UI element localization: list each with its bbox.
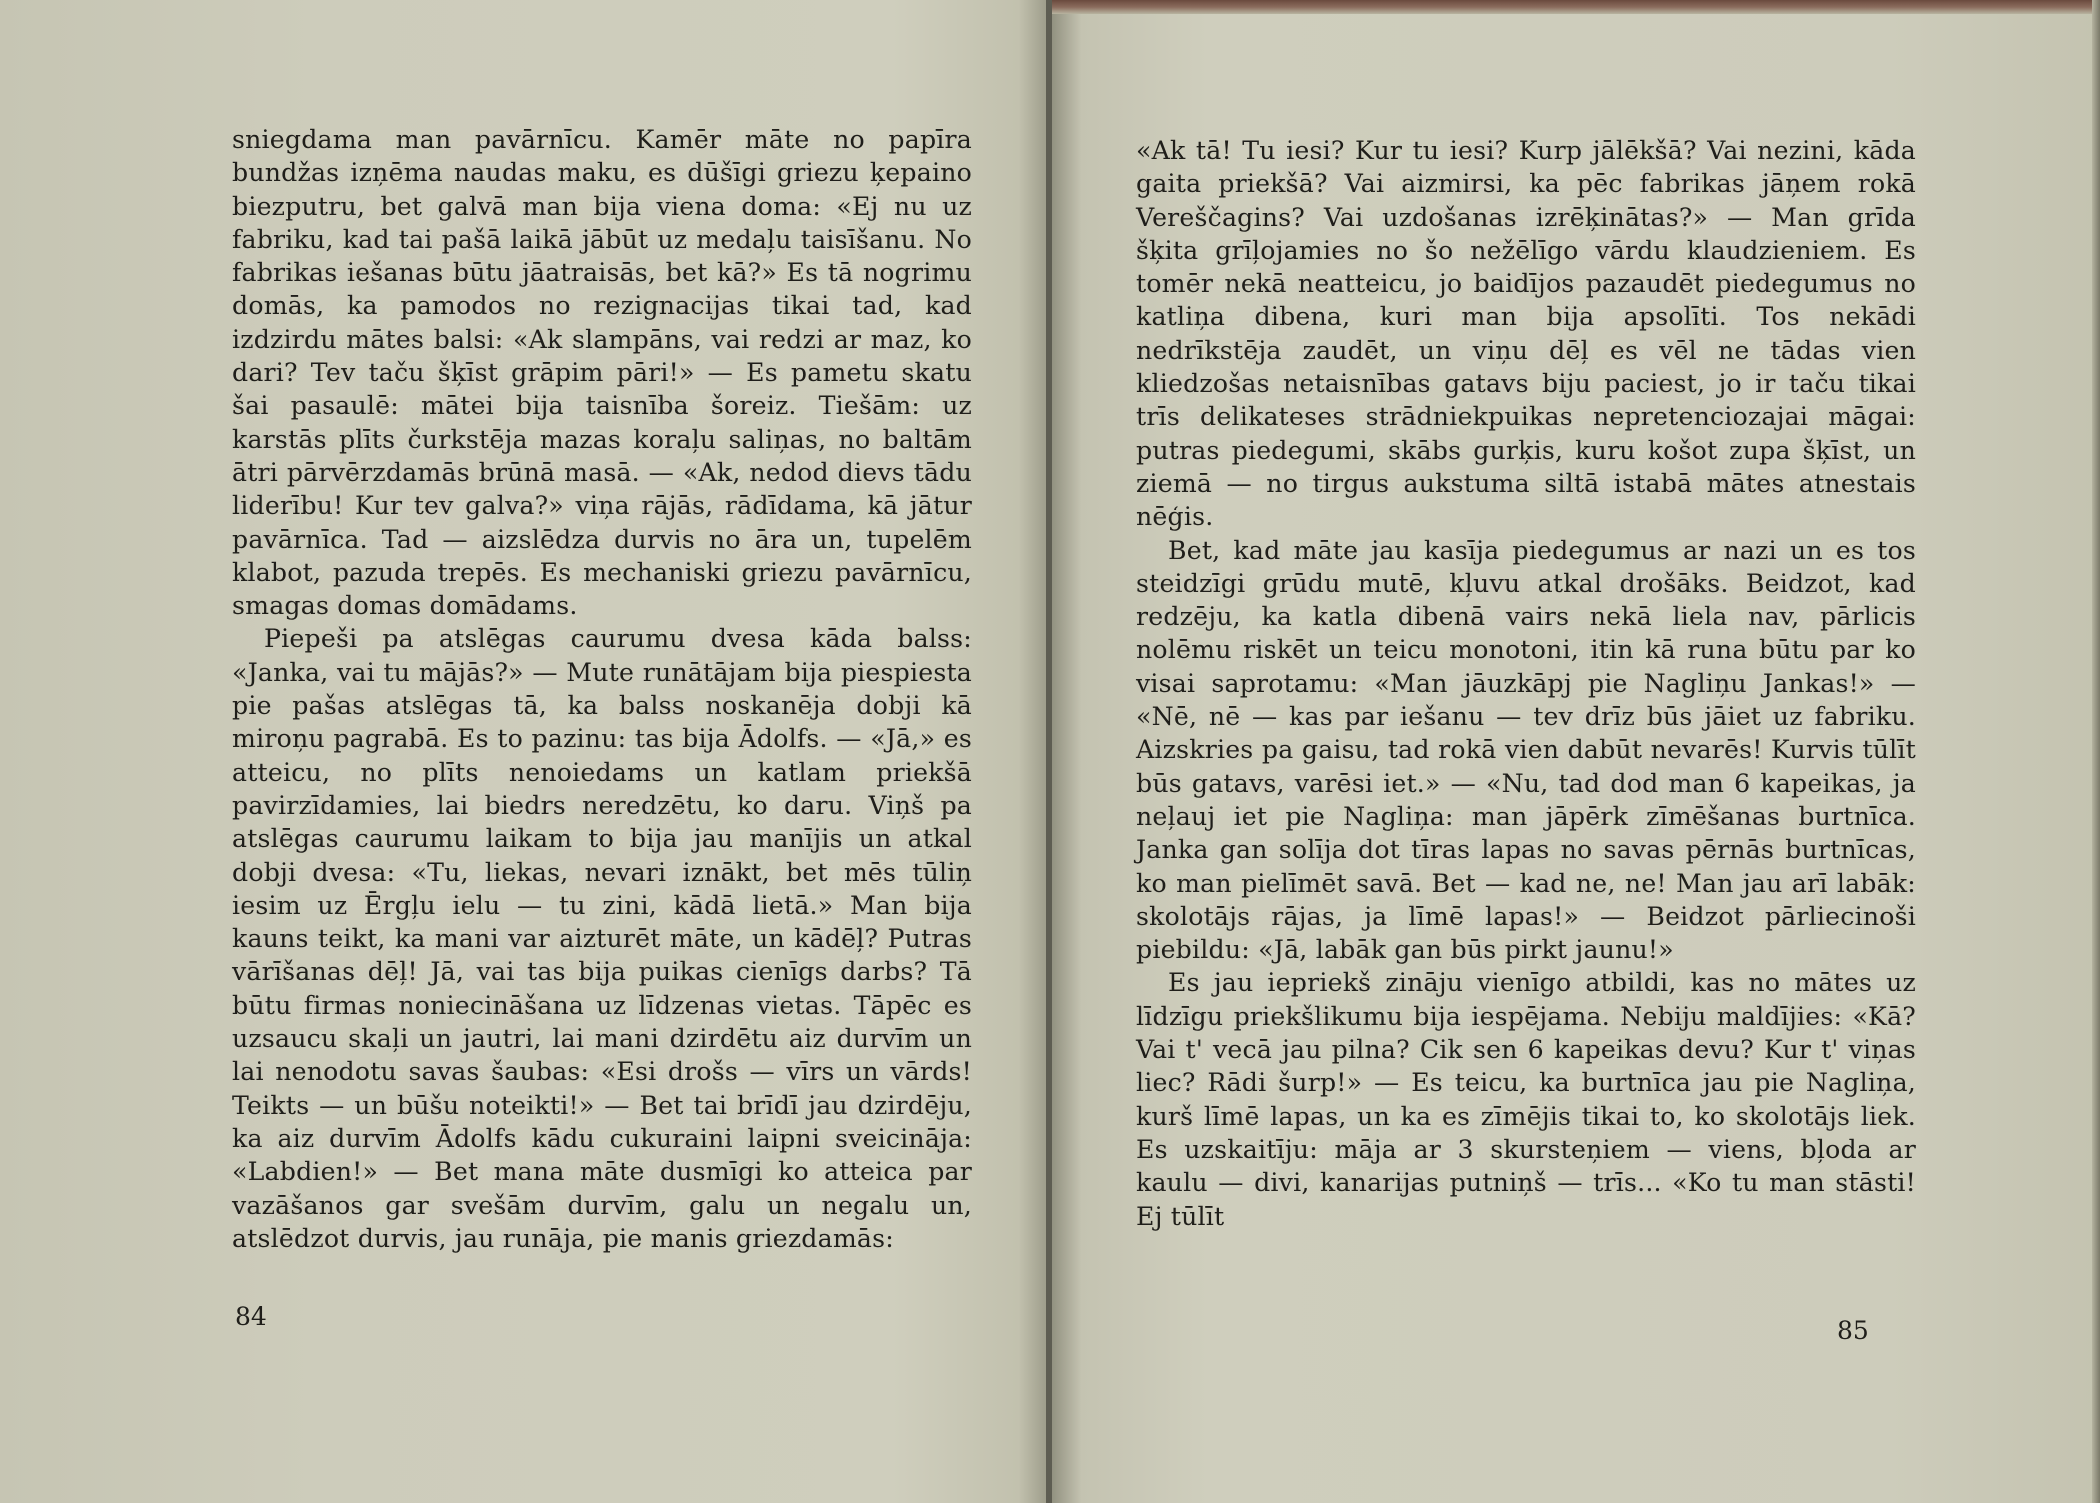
paragraph: «Ak tā! Tu iesi? Kur tu iesi? Kurp jālēkšā? Vai nezini, kāda gaita priekšā? Vai aizmirsi, ka pēc fabrikas jāņem rokā Vereščagins? Vai uzdošanas izrēķinātas?» — Man grīda šķita grīļojamies no šo nežēlīgo vārdu klaudzieniem. Es tomēr nekā neatteicu, jo baidījos pazaudēt piedegumus no katliņa dibena, kuri man bija apsolīti. Tos nekādi nedrīkstēja zaudēt, un viņu dēļ es vēl ne tādas vien kliedzošas netaisnības gatavs biju paciest, jo ir taču tikai trīs delikateses strādniekpuikas nepretenciozajai māgai: putras piedegumi, skābs gurķis, kuru košot zupa šķīst, un ziemā — no tirgus aukstuma siltā istabā mātes atnestais nēģis. — [1136, 136, 1916, 532]
page-number-right: 85 — [1837, 1316, 1869, 1345]
paragraph: Bet, kad māte jau kasīja piedegumus ar nazi un es tos steidzīgi grūdu mutē, kļuvu atkal drošāks. Beidzot, kad redzēju, ka katla dibenā vairs nekā liela nav, pārlicis nolēmu riskēt un teicu monotoni, itin kā runa būtu par ko visai saprotamu: «Man jāuzkāpj pie Nagliņu Jankas!» — «Nē, nē — kas par iešanu — tev drīz būs jāiet uz fabriku. Aizskries pa gaisu, tad rokā vien dabūt nevarēs! Kurvis tūlīt būs gatavs, varēsi iet.» — «Nu, tad dod man 6 kapeikas, ja neļauj iet pie Nagliņa: man jāpērk zīmēšanas burtnīca. Janka gan solīja dot tīras lapas no savas pērnās burtnīcas, ko man pielīmēt savā. Bet — kad ne, ne! Man jau arī labāk: skolotājs rājas, ja līmē lapas!» — Beidzot pārliecinoši piebildu: «Jā, labāk gan būs pirkt jaunu!» — [1136, 535, 1916, 965]
paragraph: sniegdama man pavārnīcu. Kamēr māte no papīra bundžas izņēma naudas maku, es dūšīgi griezu ķepaino biezputru, bet galvā man bija viena doma: «Ej nu uz fabriku, kad tai pašā laikā jābūt uz medaļu taisīšanu. No fabrikas iešanas būtu jāatraisās, bet kā?» Es tā nogrimu domās, ka pamodos no rezignacijas tikai tad, kad izdzirdu mātes balsi: «Ak slampāns, vai redzi ar maz, ko dari? Tev taču šķīst grāpim pāri!» — Es pametu skatu šai pasaulē: mātei bija taisnība šoreiz. Tiešām: uz karstās plīts čurkstēja mazas koraļu saliņas, no baltām ātri pārvērzdamās brūnā masā. — «Ak, nedod dievs tādu liderību! Kur tev galva?» viņa rājās, rādīdama, kā jātur pavārnīca. Tad — aizslēdza durvis no āra un, tupelēm klabot, pazuda trepēs. Es mechaniski griezu pavārnīcu, smagas domas domādams. — [232, 125, 972, 621]
page-edge-right — [2092, 0, 2100, 1503]
page-number-left: 84 — [235, 1302, 267, 1331]
book-gutter — [1046, 0, 1052, 1503]
paragraph: Es jau iepriekš zināju vienīgo atbildi, kas no mātes uz līdzīgu priekšlikumu bija iespējama. Nebiju maldījies: «Kā? Vai t' vecā jau pilna? Cik sen 6 kapeikas devu? Kur t' viņas liec? Rādi šurp!» — Es teicu, ka burtnīca jau pie Nagliņa, kurš līmē lapas, un ka es zīmējis tikai to, ko skolotājs liek. Es uzskaitīju: māja ar 3 skursteņiem — viens, bļoda ar kaulu — divi, kanarijas putniņš — trīs... «Ko tu man stāsti! Ej tūlīt — [1136, 968, 1916, 1231]
cover-edge-top — [1052, 0, 2100, 14]
paragraph: Piepeši pa atslēgas caurumu dvesa kāda balss: «Janka, vai tu mājās?» — Mute runātājam bija piespiesta pie pašas atslēgas tā, ka balss noskanēja dobji kā miroņu pagrabā. Es to pazinu: tas bija Ādolfs. — «Jā,» es atteicu, no plīts nenoiedams un katlam priekšā pavirzīdamies, lai biedrs neredzētu, ko daru. Viņš pa atslēgas caurumu laikam to bija jau manījis un atkal dobji dvesa: «Tu, liekas, nevari iznākt, bet mēs tūliņ iesim uz Ērgļu ielu — tu zini, kādā lietā.» Man bija kauns teikt, ka mani var aizturēt māte, un kādēļ? Putras vārīšanas dēļ! Jā, vai tas bija puikas cienīgs darbs? Tā būtu firmas noniecināšana uz līdzenas vietas. Tāpēc es uzsaucu skaļi un jautri, lai mani dzirdētu aiz durvīm un lai nenodotu savas šaubas: «Esi drošs — vīrs un vārds! Teikts — un būšu noteikti!» — Bet tai brīdī jau dzirdēju, ka aiz durvīm Ādolfs kādu cukuraini laipni sveicināja: «Labdien!» — Bet mana māte dusmīgi ko atteica par vazāšanos gar svešām durvīm, galu un negalu un, atslēdzot durvis, jau runāja, pie manis griezdamās: — [232, 624, 972, 1253]
left-page-text — [232, 123, 972, 1255]
right-page-text — [1136, 134, 1916, 1233]
right-page — [1050, 0, 2100, 1503]
